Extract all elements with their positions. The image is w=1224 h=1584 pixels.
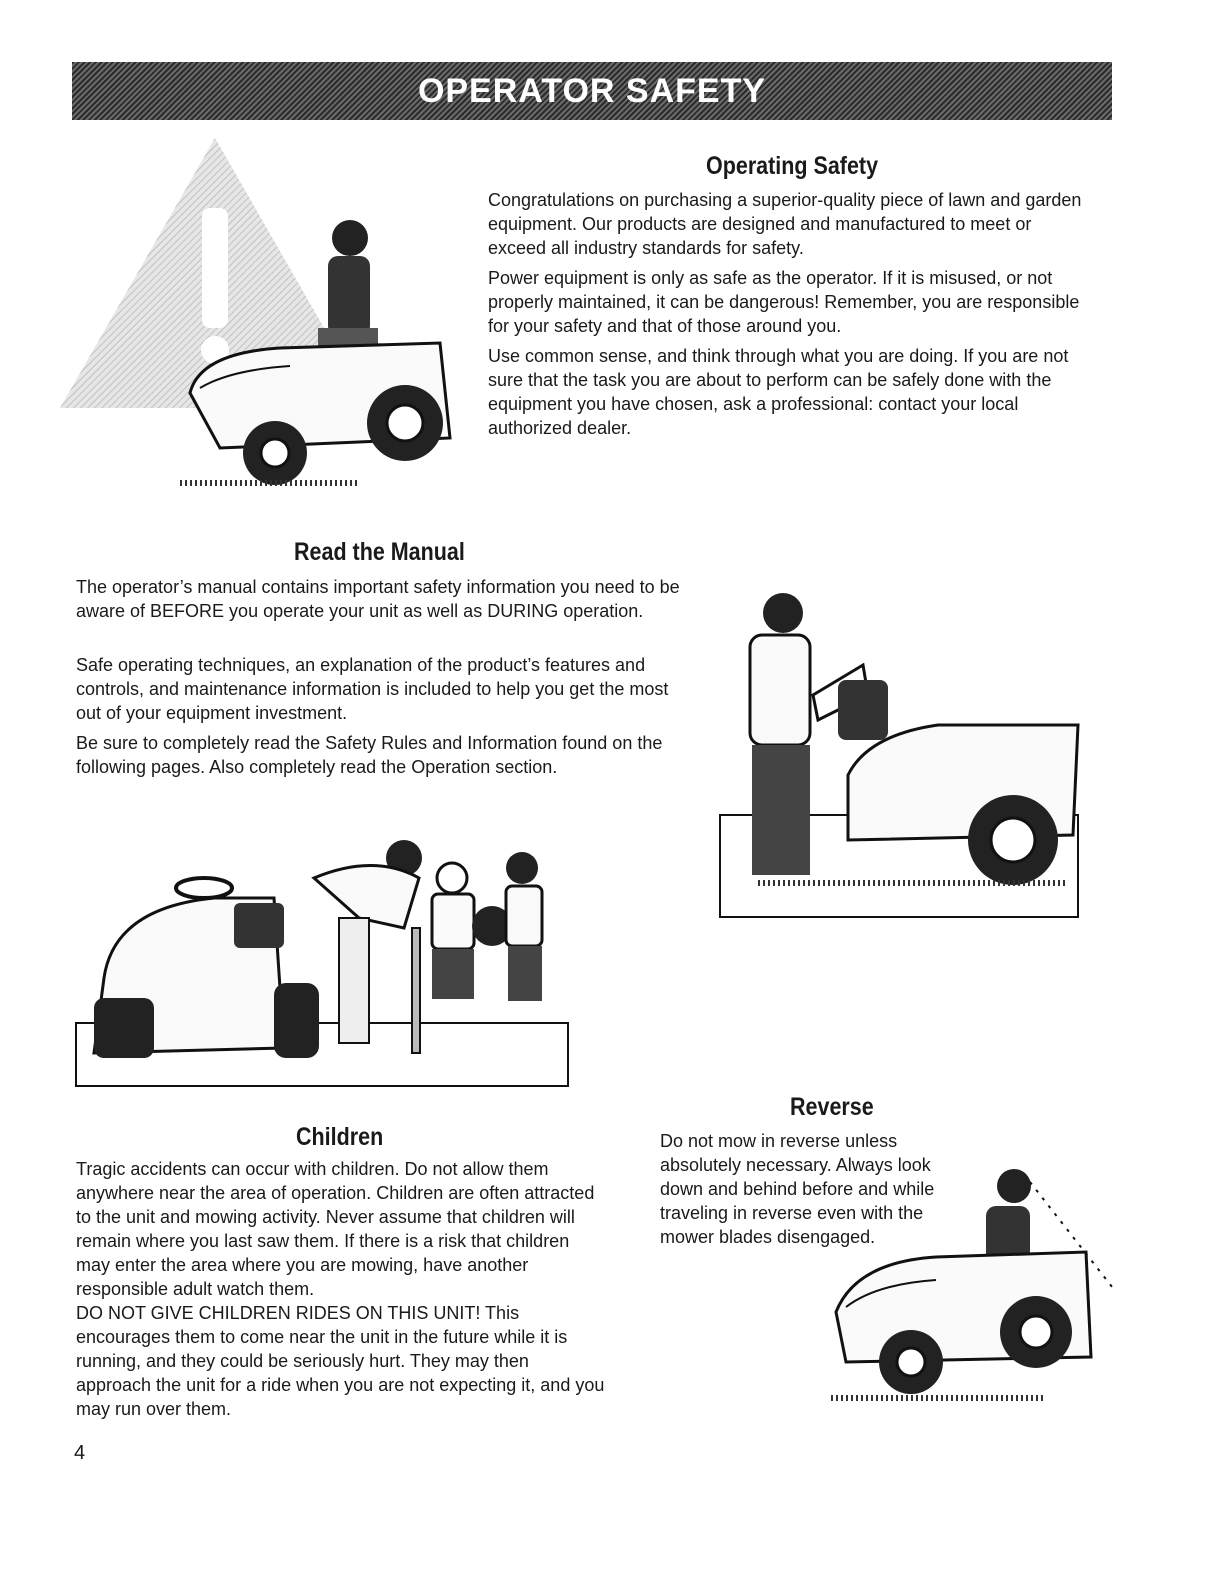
read-manual-paragraph-2: Safe operating techniques, an explanation of the product’s features and controls, and maintenance information is included to help you get the most out of your equipment investment. — [76, 655, 669, 723]
page-number: 4 — [74, 1442, 86, 1464]
operating-safety-paragraph-3: Use common sense, and think through what you are doing. If you are not sure that the task you are about to perform can be safely done with the equipment you have chosen, ask a professional: contact your local authorized dealer. — [488, 346, 1069, 438]
heading-reverse: Reverse — [790, 1093, 874, 1121]
heading-children: Children — [296, 1123, 384, 1151]
man-reading-manual-illustration — [718, 585, 1080, 920]
read-manual-paragraph-3: Be sure to completely read the Safety Rules and Information found on the following pages. Also completely read the Operation section. — [76, 733, 663, 777]
section-banner — [72, 62, 1112, 120]
reverse-paragraph: Do not mow in reverse unless absolutely necessary. Always look down and behind before and while traveling in reverse even with the mower blades disengaged. — [660, 1131, 935, 1247]
operating-safety-paragraph-1: Congratulations on purchasing a superior-quality piece of lawn and garden equipment. Our products are designed and manufactured to meet or exceed all industry standards for safety. — [488, 190, 1082, 258]
warning-rider-illustration — [60, 138, 460, 498]
heading-read-the-manual: Read the Manual — [294, 538, 465, 566]
read-manual-paragraph-1: The operator’s manual contains important safety information you need to be aware of BEFORE you operate your unit as well as DURING operation. — [76, 577, 680, 621]
operating-safety-paragraph-2: Power equipment is only as safe as the operator. If it is misused, or not properly maintained, it can be dangerous! Remember, you are responsible for your safety and that of those around you. — [488, 268, 1080, 336]
children-tractor-illustration — [74, 838, 570, 1088]
children-paragraph-1: Tragic accidents can occur with children. Do not allow them anywhere near the area of operation. Children are often attracted to the unit and mowing activity. Never assume that children will remain where you last saw them. If there is a risk that children may enter the area where you are mowing, have another responsible adult watch them. — [76, 1159, 595, 1299]
children-paragraph-2: DO NOT GIVE CHILDREN RIDES ON THIS UNIT! This encourages them to come near the unit in the future while it is running, and they could be seriously hurt. They may then approach the unit for a ride when you are not expecting it, and you may run over them. — [76, 1303, 605, 1419]
banner-title: OPERATOR SAFETY — [417, 71, 767, 110]
heading-operating-safety: Operating Safety — [706, 152, 879, 180]
